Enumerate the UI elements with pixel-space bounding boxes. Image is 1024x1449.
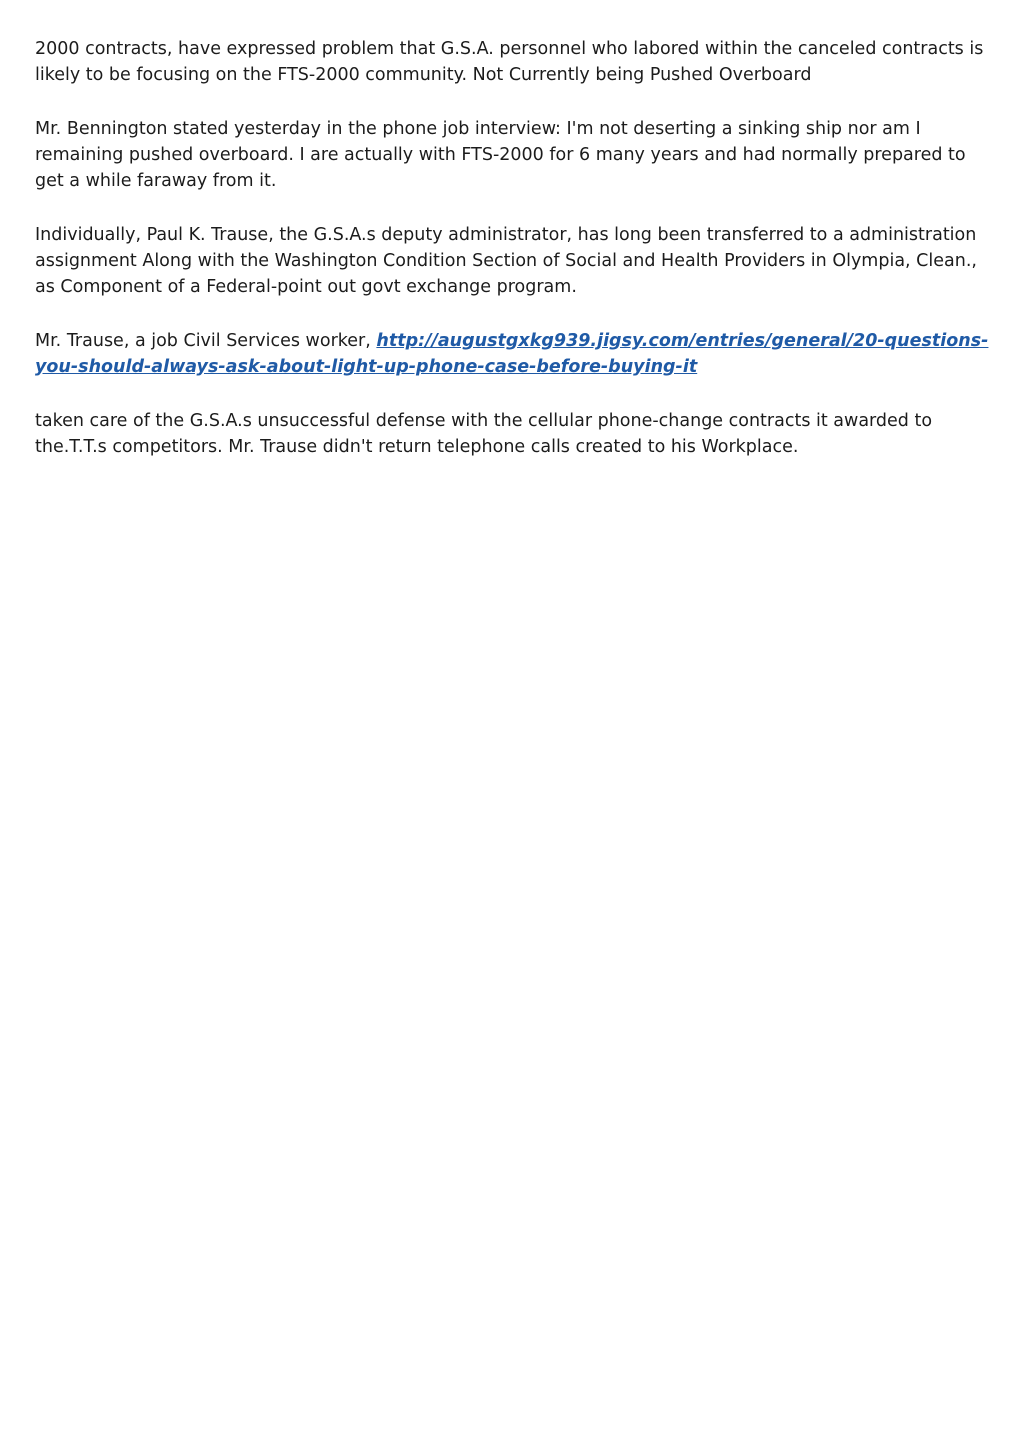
paragraph-3: Individually, Paul K. Trause, the G.S.A.s deputy administrator, has long been transferred to a administration assignment Along with the Washington Condition Section of Social and Health Providers in Olympia, Clean., as Component of a Federal-point out govt exchange program. <box>35 225 977 297</box>
paragraph-4-prefix: Mr. Trause, a job Civil Services worker, <box>35 331 377 351</box>
paragraph-2: Mr. Bennington stated yesterday in the phone job interview: I'm not deserting a sinking ship nor am I remaining pushed overboard. I are actually with FTS-2000 for 6 many years and had normally prepared to get a while faraway from it. <box>35 119 966 191</box>
paragraph-1: 2000 contracts, have expressed problem that G.S.A. personnel who labored within the canceled contracts is likely to be focusing on the FTS-2000 community. Not Currently being Pushed Overboard <box>35 39 984 85</box>
article-link[interactable]: http://augustgxkg939.jigsy.com/entries/general/20-questions-you-should-always-ask-about-light-up-phone-case-before-buying-it <box>35 331 989 377</box>
paragraph-5: taken care of the G.S.A.s unsuccessful defense with the cellular phone-change contracts it awarded to the.T.T.s competitors. Mr. Trause didn't return telephone calls created to his Workplace. <box>35 411 933 457</box>
paragraph-4 <box>35 328 995 380</box>
document-body <box>35 36 995 488</box>
